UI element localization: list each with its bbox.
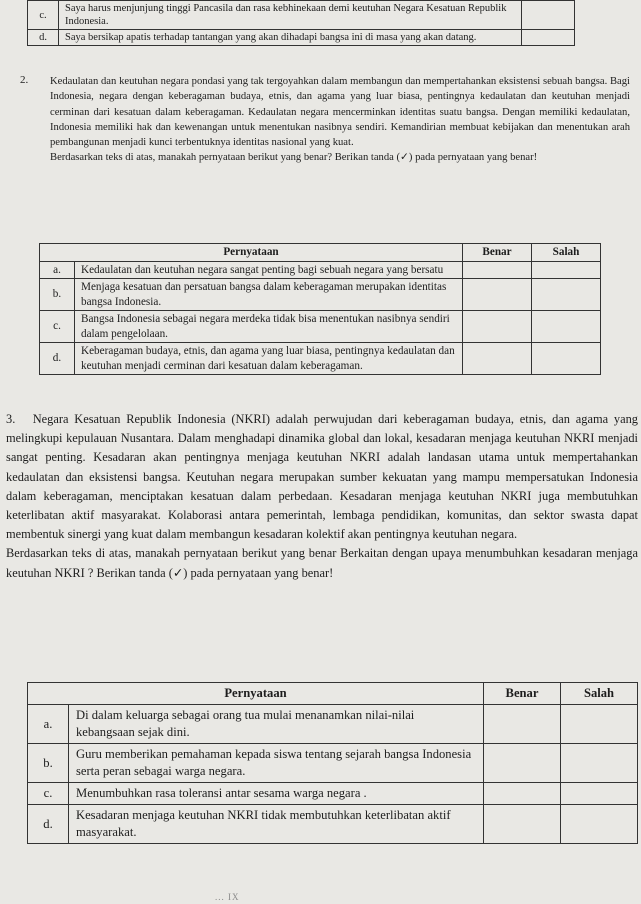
- table-row: [28, 1, 575, 30]
- row-statement: Bangsa Indonesia sebagai negara merdeka tidak bisa menentukan nasibnya sendiri dalam pengelolaan.: [75, 311, 463, 343]
- row-letter: c.: [40, 311, 75, 343]
- header-statement: Pernyataan: [28, 683, 484, 705]
- row-statement: Keberagaman budaya, etnis, dan agama yang luar biasa, pentingnya kedaulatan dan keutuhan menjadi cerminan dari kesatuan dalam keberagaman.: [75, 343, 463, 375]
- correct-checkbox-cell[interactable]: [484, 805, 561, 844]
- answer-cell[interactable]: [522, 1, 575, 30]
- row-statement: Menumbuhkan rasa toleransi antar sesama warga negara .: [69, 783, 484, 805]
- row-statement: Kesadaran menjaga keutuhan NKRI tidak membutuhkan keterlibatan aktif masyarakat.: [69, 805, 484, 844]
- row-statement: Di dalam keluarga sebagai orang tua mulai menanamkan nilai-nilai kebangsaan sejak dini.: [69, 705, 484, 744]
- header-statement: Pernyataan: [40, 244, 463, 262]
- section3-paragraph: [6, 410, 638, 544]
- wrong-checkbox-cell[interactable]: [561, 744, 638, 783]
- table-row: [28, 705, 638, 744]
- row-letter: a.: [28, 705, 69, 744]
- row-statement: Kedaulatan dan keutuhan negara sangat penting bagi sebuah negara yang bersatu: [75, 261, 463, 279]
- row-statement: Guru memberikan pemahaman kepada siswa tentang sejarah bangsa Indonesia serta peran sebagai warga negara.: [69, 744, 484, 783]
- wrong-checkbox-cell[interactable]: [561, 705, 638, 744]
- table-row: [28, 30, 575, 46]
- previous-question-table: [27, 0, 575, 46]
- statement-table-3: [27, 682, 638, 844]
- table-header-row: [28, 683, 638, 705]
- table-row: [28, 744, 638, 783]
- page-footer: ... IX: [215, 892, 240, 902]
- row-statement: Saya harus menjunjung tinggi Pancasila dan rasa kebhinekaan demi keutuhan Negara Kesatuan Republik Indonesia.: [59, 1, 522, 30]
- wrong-checkbox-cell[interactable]: [532, 279, 601, 311]
- correct-checkbox-cell[interactable]: [484, 705, 561, 744]
- table-row: [40, 261, 601, 279]
- wrong-checkbox-cell[interactable]: [561, 783, 638, 805]
- row-letter: d.: [40, 343, 75, 375]
- wrong-checkbox-cell[interactable]: [532, 311, 601, 343]
- section3-text: [6, 410, 638, 583]
- correct-checkbox-cell[interactable]: [484, 783, 561, 805]
- section3-paragraph-body: Negara Kesatuan Republik Indonesia (NKRI) adalah perwujudan dari keberagaman budaya, etnis, dan agama yang melingkupi kepulauan Nusantara. Dalam menghadapi dinamika global dan lokal, kesadaran menjaga keutuhan NKRI menjadi sangat penting. Kesadaran akan pentingnya menjaga keutuhan NKRI adalah landasan utama untuk mempertahankan kedaulatan dan eksistensi bangsa. Keutuhan negara merupakan sumber kekuatan yang mampu mempersatukan Indonesia dalam keberagaman, menciptakan kesatuan dalam perbedaan. Kesadaran menjaga keutuhan NKRI juga membutuhkan keterlibatan aktif masyarakat. Kolaborasi antara pemerintah, lembaga pendidikan, komunitas, dan sektor swasta dapat membentuk sinergi yang kuat dalam membangun kesadaran kolektif akan pentingnya keutuhan negara.: [6, 412, 638, 542]
- row-letter: c.: [28, 783, 69, 805]
- table-row: [40, 279, 601, 311]
- row-letter: d.: [28, 805, 69, 844]
- correct-checkbox-cell[interactable]: [463, 343, 532, 375]
- table-row: [40, 343, 601, 375]
- statement-table-2: [39, 243, 601, 375]
- section2-question: Berdasarkan teks di atas, manakah pernyataan berikut yang benar? Berikan tanda (✓) pada pernyataan yang benar!: [50, 152, 538, 164]
- header-wrong: Salah: [532, 244, 601, 262]
- table-header-row: [40, 244, 601, 262]
- row-statement: Saya bersikap apatis terhadap tantangan yang akan dihadapi bangsa ini di masa yang akan datang.: [59, 30, 522, 46]
- row-letter: a.: [40, 261, 75, 279]
- row-statement: Menjaga kesatuan dan persatuan bangsa dalam keberagaman merupakan identitas bangsa Indonesia.: [75, 279, 463, 311]
- question-number-3: 3.: [6, 412, 16, 426]
- wrong-checkbox-cell[interactable]: [532, 261, 601, 279]
- table-row: [28, 783, 638, 805]
- correct-checkbox-cell[interactable]: [463, 311, 532, 343]
- section2-paragraph: Kedaulatan dan keutuhan negara pondasi yang tak tergoyahkan dalam membangun dan mempertahankan eksistensi sebuah bangsa. Bagi Indonesia, negara dengan keberagaman budaya, etnis, dan agama yang luar biasa, pentingnya kedaulatan dan keutuhan menjadi cerminan dari kesatuan dalam keberagaman. Kedaulatan negara mencerminkan identitas suatu bangsa. Dengan memiliki kedaulatan, Indonesia memiliki hak dan kewenangan untuk menentukan nasibnya sendiri. Kemandirian membuat kebijakan dan menentukan arah pembangunan menjadi kunci terbentuknya identitas nasional yang kuat.: [50, 76, 630, 149]
- wrong-checkbox-cell[interactable]: [532, 343, 601, 375]
- row-letter: b.: [28, 744, 69, 783]
- section3-question: Berdasarkan teks di atas, manakah pernyataan berikut yang benar Berkaitan dengan upaya menumbuhkan kesadaran menjaga keutuhan NKRI ? Berikan tanda (✓) pada pernyataan yang benar!: [6, 546, 638, 580]
- correct-checkbox-cell[interactable]: [463, 279, 532, 311]
- question-number-2: 2.: [20, 74, 29, 86]
- wrong-checkbox-cell[interactable]: [561, 805, 638, 844]
- header-wrong: Salah: [561, 683, 638, 705]
- table-row: [28, 805, 638, 844]
- row-letter: b.: [40, 279, 75, 311]
- row-letter: c.: [28, 1, 59, 30]
- correct-checkbox-cell[interactable]: [484, 744, 561, 783]
- header-correct: Benar: [484, 683, 561, 705]
- header-correct: Benar: [463, 244, 532, 262]
- row-letter: d.: [28, 30, 59, 46]
- answer-cell[interactable]: [522, 30, 575, 46]
- section2-text: [50, 74, 630, 166]
- table-row: [40, 311, 601, 343]
- correct-checkbox-cell[interactable]: [463, 261, 532, 279]
